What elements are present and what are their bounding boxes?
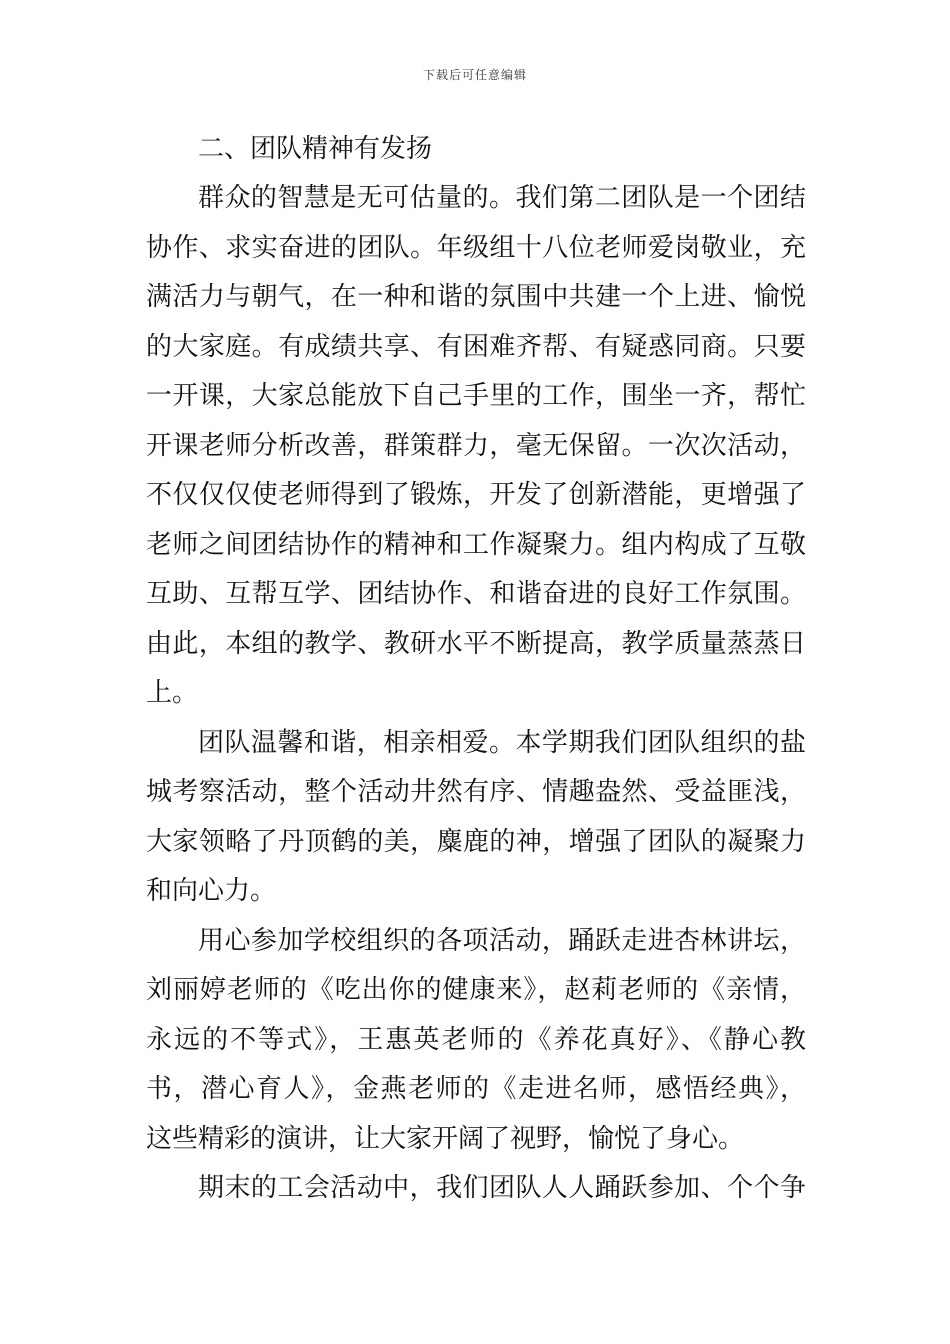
paragraph-line: 上。 [146,678,199,708]
paragraph-line: 互助、互帮互学、团结协作、和谐奋进的良好工作氛围。 [146,579,806,609]
section-heading: 二、团队精神有发扬 [198,134,433,164]
paragraph-line: 团队温馨和谐，相亲相爱。本学期我们团队组织的盐 [198,727,806,758]
paragraph-team-trip [146,719,806,917]
paragraph-line: 协作、求实奋进的团队。年级组十八位老师爱岗敬业，充 [146,232,806,263]
paragraph-line: 一开课，大家总能放下自己手里的工作，围坐一齐，帮忙 [146,381,806,411]
paragraph-line: 永远的不等式》，王惠英老师的《养花真好》、《静心教 [146,1024,806,1055]
paragraph-line: 城考察活动，整个活动井然有序、情趣盎然、受益匪浅， [146,777,806,807]
paragraph-line: 不仅仅仅使老师得到了锻炼，开发了创新潜能，更增强了 [146,480,806,510]
paragraph-line: 和向心力。 [146,876,277,906]
paragraph-line: 群众的智慧是无可估量的。我们第二团队是一个团结 [198,183,806,213]
paragraph-line: 大家领略了丹顶鹤的美，麋鹿的神，增强了团队的凝聚力 [146,826,806,857]
paragraph-line: 书，潜心育人》，金燕老师的《走进名师，感悟经典》， [146,1074,806,1104]
paragraph-line: 用心参加学校组织的各项活动，踊跃走进杏林讲坛， [198,925,806,956]
paragraph-school-activities [146,917,806,1165]
paragraph-line: 由此，本组的教学、教研水平不断提高，教学质量蒸蒸日 [146,628,806,659]
paragraph-line: 刘丽婷老师的《吃出你的健康来》，赵莉老师的《亲情， [146,975,806,1005]
paragraph-line: 老师之间团结协作的精神和工作凝聚力。组内构成了互敬 [146,529,806,560]
paragraph-line: 开课老师分析改善，群策群力，毫无保留。一次次活动， [146,430,806,461]
paragraph-line: 的大家庭。有成绩共享、有困难齐帮、有疑惑同商。只要 [146,331,806,362]
paragraph-teamwork [146,174,806,719]
paragraph-line: 满活力与朝气，在一种和谐的氛围中共建一个上进、愉悦 [146,282,806,312]
paragraph-line: 期末的工会活动中，我们团队人人踊跃参加、个个争 [198,1173,806,1203]
paragraph-line: 这些精彩的演讲，让大家开阔了视野，愉悦了身心。 [146,1123,745,1154]
paragraph-union-activity [146,1164,806,1214]
document-body [146,124,806,1214]
header-note: 下载后可任意编辑 [422,68,527,82]
